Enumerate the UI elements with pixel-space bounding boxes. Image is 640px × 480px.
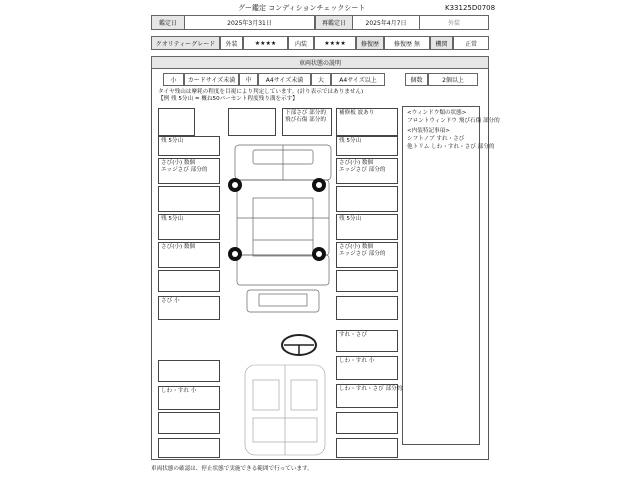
box-right-blank-2	[336, 270, 398, 292]
box-left-blank-1	[158, 186, 220, 212]
box-right-blank-3	[336, 296, 398, 320]
appraisal-date: 2025年3月31日	[184, 15, 315, 30]
legend-medium: 中	[239, 73, 258, 86]
reappraisal-date-label: 再鑑定日	[315, 15, 353, 30]
box-top-left	[228, 108, 276, 136]
label-left-7: しわ・すれ 小	[161, 388, 197, 394]
box-right-blank-4	[336, 412, 398, 434]
label-right-7: しわ・すれ・さび 部分的	[339, 386, 403, 392]
label-right-2: さび(小) 数個 エッジさび 部分的	[339, 160, 386, 173]
box-left-1	[158, 136, 220, 156]
box-right-2	[336, 158, 398, 184]
notes-window-detail: フロントウィンドウ 飛び石傷 部分的	[407, 117, 500, 124]
notes-shift-knob: シフトノブ すれ・さび	[407, 136, 465, 143]
box-left-blank-4	[158, 412, 220, 434]
box-right-4	[336, 242, 398, 268]
steering-wheel-icon	[279, 332, 319, 358]
quality-grade-label: クオリティーグレード	[151, 36, 220, 50]
label-left-4: さび(小) 数個	[161, 244, 196, 250]
label-right-6: しわ・すれ 小	[339, 358, 375, 364]
label-left-1: 残 5分山	[161, 138, 184, 144]
box-right-blank-1	[336, 186, 398, 212]
box-top-right	[336, 108, 398, 136]
box-left-top	[158, 108, 195, 136]
box-right-1	[336, 136, 398, 156]
appraisal-date-label: 鑑定日	[151, 15, 185, 30]
label-right-4: さび(小) 数個 エッジさび 部分的	[339, 244, 386, 257]
sheet-code: K33125D0708	[445, 4, 496, 12]
notes-trim: 他トリム しわ・すれ・さび 部分的	[407, 143, 495, 150]
box-left-5	[158, 296, 220, 320]
label-top-center: 下部さび 部分的 飛び石傷 部分的	[285, 110, 326, 123]
footer-note: 車両状態の確認は、停止状態で実施できる範囲で行っています。	[151, 466, 313, 472]
label-top-right: 補修板 波あり	[339, 110, 375, 116]
box-left-2	[158, 158, 220, 184]
legend-medium-desc: A4サイズ未満	[258, 73, 311, 86]
legend-count-desc: 2個以上	[428, 73, 478, 86]
box-right-6	[336, 356, 398, 380]
legend-small-desc: カードサイズ未満	[184, 73, 239, 86]
reappraisal-date: 2025年4月7日	[352, 15, 420, 30]
interior-stars: ★★★★	[314, 36, 356, 50]
exterior-note: 外装	[419, 15, 489, 30]
interior-label: 内装	[288, 36, 314, 50]
interior-diagram	[235, 360, 335, 460]
box-left-blank-3	[158, 360, 220, 382]
box-left-7	[158, 386, 220, 410]
tire-icons	[228, 178, 326, 261]
section-title: 車両状態の説明	[151, 56, 489, 69]
label-right-steer: すれ・さび	[339, 332, 367, 338]
notes-window-header: <ウィンドウ類の状態>	[407, 110, 467, 116]
car-diagram	[223, 140, 343, 350]
label-left-2: さび(小) 数個 エッジさび 部分的	[161, 160, 208, 173]
legend-large: 大	[311, 73, 331, 86]
label-right-1: 残 5分山	[339, 138, 362, 144]
box-left-3	[158, 214, 220, 240]
label-right-3: 残 5分山	[339, 216, 362, 222]
label-left-3: 残 5分山	[161, 216, 184, 222]
engine-label: 機関	[430, 36, 453, 50]
box-right-steer	[336, 330, 398, 352]
sheet-title: グー鑑定 コンディションチェックシート	[238, 4, 366, 12]
box-left-blank-2	[158, 270, 220, 292]
engine-value: 正常	[453, 36, 489, 50]
repair-label: 修復歴	[356, 36, 384, 50]
box-top-center	[282, 108, 332, 136]
box-right-3	[336, 214, 398, 240]
tire-note-1: タイヤ残山は摩耗の程度を目視により判定しています。(計り表示ではありません)	[158, 89, 364, 95]
legend-small: 小	[163, 73, 184, 86]
box-left-4	[158, 242, 220, 268]
exterior-label: 外装	[220, 36, 243, 50]
label-left-5: さび 小	[161, 298, 180, 304]
tire-note-2: 【例 残 5分山 = 概ね50パーセント程度残り溝を示す】	[158, 96, 298, 102]
box-right-7	[336, 384, 403, 408]
legend-large-desc: A4サイズ以上	[331, 73, 385, 86]
repair-value: 修復歴 無	[384, 36, 430, 50]
box-right-blank-5	[336, 438, 398, 458]
legend-count: 個数	[405, 73, 428, 86]
notes-interior-header: <内装特記事項>	[407, 128, 450, 135]
box-left-blank-5	[158, 438, 220, 458]
exterior-stars: ★★★★	[243, 36, 288, 50]
notes-box	[402, 106, 500, 445]
